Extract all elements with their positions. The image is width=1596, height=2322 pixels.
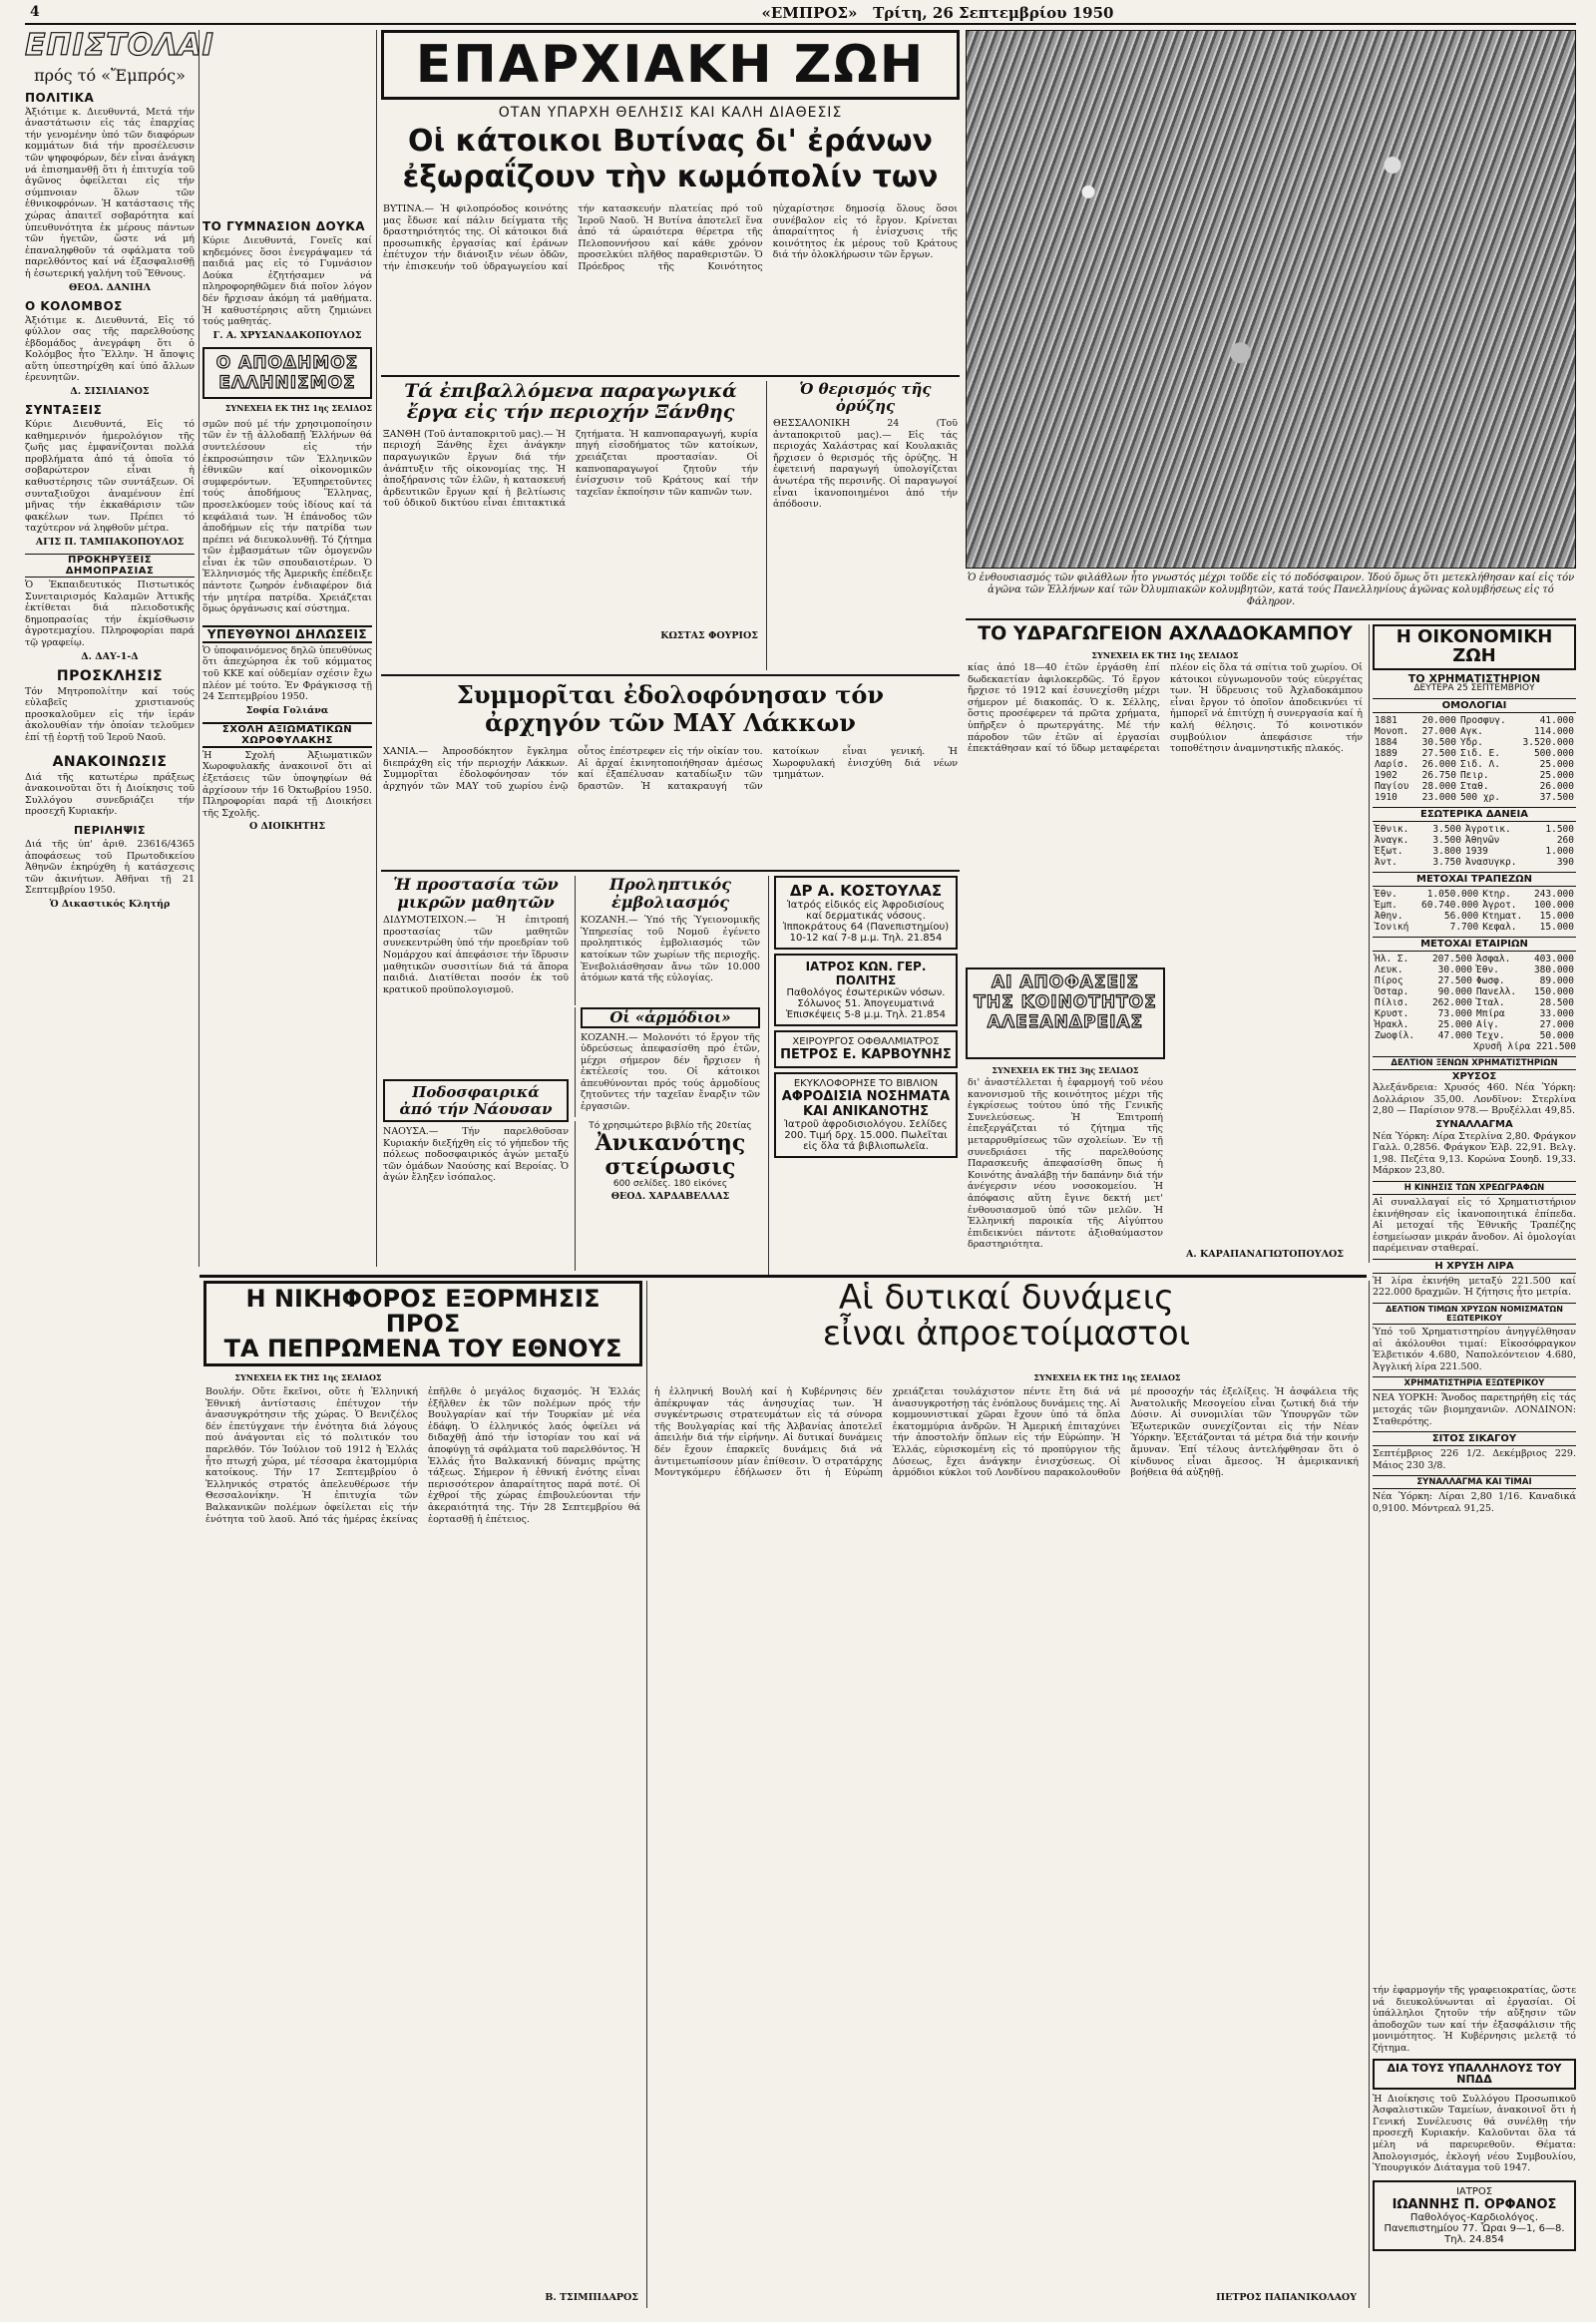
npdd-title: ΔΙΑ ΤΟΥΣ ΥΠΑΛΛΗΛΟΥΣ ΤΟΥ ΝΠΔΔ <box>1373 2059 1576 2090</box>
xena-text: Ἀλεξάνδρεια: Χρυσός 460. Νέα Ὑόρκη: Δολλάριον 35,00. Λονδῖνον: Στερλίνα 2,80 — Παρίσιον 978.— Βρυξέλλαι 49,85. <box>1373 1082 1576 1117</box>
gymnasion-title: ΤΟ ΓΥΜΝΑΣΙΟΝ ΔΟΥΚΑ <box>202 219 366 233</box>
esoterika-cell: 3.500 <box>1432 834 1461 846</box>
prosklisis-title: ΠΡΟΣΚΛΗΣΙΣ <box>56 667 164 684</box>
prokirixeis-signature: Δ. ΔΑΥ-1-Δ <box>81 650 139 662</box>
omologiai-cell: 41.000 <box>1539 714 1574 726</box>
xanthi-text: ΞΑΝΘΗ (Τοῦ ἀνταποκριτοῦ μας).— Ἡ περιοχή Ξάνθης ἔχει ἀνάγκην παραγωγικῶν ἔργων διά τήν ἀνάπτυξιν τῆς οἰκονομίας της. Ἡ ἀποξήρανσις τῶν ἑλῶν, ἡ κατασκευή ἀρδευτικῶν ἔργων καί ἡ βελτίωσις τοῦ ὁδικοῦ δικτύου εἶναι ἐπιτακτικά ζητήματα. Ἡ καπνοπαραγωγή, κυρία πηγή εἰσοδήματος τῶν κατοίκων, χρειάζεται προστασίαν. Οἱ καπνοπαραγωγοί ζητοῦν τήν ἐνίσχυσιν τοῦ Κράτους καί τήν ταχεῖαν ἐκποίησιν τῶν καπνῶν των. <box>383 428 758 510</box>
nikiforos-title-2: ΤΑ ΠΕΠΡΩΜΕΝΑ ΤΟΥ ΕΘΝΟΥΣ <box>223 1335 622 1363</box>
nikiforos-signature: Β. ΤΣΙΜΠΙΔΑΡΟΣ <box>545 2292 638 2303</box>
esoterika-cell: Ἀντ. <box>1375 856 1397 868</box>
mau-title-1: Συμμορῖται ἐδολοφόνησαν τόν <box>456 680 885 709</box>
armodioi-text: ΚΟΖΑΝΗ.— Μολονότι τό ἔργον τῆς ὑδρεύσεως ἀπεφασίσθη πρό ἐτῶν, μέχρι σήμερον δέν ἤρχισεν ἡ ἐκτέλεσίς του. Οἱ κάτοικοι ἀπευθύνονται πρός τούς ἁρμοδίους ζητοῦντες τήν ταχεῖαν ἔναρξιν τῶν ἐργασιῶν. <box>581 1031 760 1113</box>
etairion-cell: Αἰγ. <box>1476 1018 1499 1030</box>
apodimos-continued: ΣΥΝΕΧΕΙΑ ΕΚ ΤΗΣ 1ης ΣΕΛΙΔΟΣ <box>224 402 372 413</box>
emvoliasmos-text: ΚΟΖΑΝΗ.— Ὑπό τῆς Ὑγειονομικῆς Ὑπηρεσίας τοῦ Νομοῦ ἐγένετο προληπτικός ἐμβολιασμός τῶν κατοίκων τῶν χωρίων τῆς περιοχῆς. Ἐνεβολιάσθησαν ἄνω τῶν 10.000 ἀτόμων κατά τῆς εὐλογίας. <box>581 915 760 984</box>
omologiai-row <box>1373 748 1576 759</box>
orfanos-head: ΙΑΤΡΟΣ <box>1455 2185 1493 2197</box>
mau-rule <box>381 870 960 872</box>
etairion-cell: 73.000 <box>1437 1007 1472 1019</box>
omologiai-cell: 1884 <box>1375 736 1397 748</box>
omologiai-table <box>1373 715 1576 803</box>
esoterika-cell: Ἐξωτ. <box>1375 845 1403 857</box>
photo-caption: Ὁ ἐνθουσιασμός τῶν φιλάθλων ἦτο γνωστός μέχρι τοῦδε εἰς τό ποδόσφαιρον. Ἰδού ὅμως ὅτι μετεκλήθησαν καί εἰς τόν ἀγῶνα τῶν Ἑλλήνων καί τῶν Ὀλυμπιακῶν κολυμβητῶν, κατά τούς Πανελληνίους ἀγῶνας κολυμβήσεως εἰς τό Φάληρον. <box>967 573 1575 607</box>
scholi-signature: Ο ΔΙΟΙΚΗΤΗΣ <box>248 821 326 833</box>
etairion-cell: Λευκ. <box>1375 964 1403 975</box>
omologiai-cell: 500 χρ. <box>1459 791 1500 803</box>
gymnasion-text: Κύριε Διευθυντά, Γονεῖς καί κηδεμόνες ὅσοι ἐνεγράψαμεν τά παιδιά μας εἰς τό Γυμνάσιον Δούκα ἐζητήσαμεν νά πληροφορηθῶμεν διά ποῖον λόγον δέν ἤρχισαν ἀκόμη τά μαθήματα. Ἡ καθυστέρησις αὕτη ζημιώνει τούς μαθητάς. <box>202 235 372 328</box>
esoterika-cell: 3.750 <box>1432 856 1461 868</box>
omologiai-row <box>1373 770 1576 781</box>
omologiai-row <box>1373 792 1576 803</box>
doctor-ads <box>768 876 958 1275</box>
omologiai-cell: 30.500 <box>1421 736 1456 748</box>
chrim-text: ΝΕΑ ΥΟΡΚΗ: Ἄνοδος παρετηρήθη εἰς τάς μετοχάς τῶν βιομηχανιῶν. ΛΟΝΔΙΝΟΝ: Σταθερότης. <box>1373 1392 1576 1427</box>
koinotis-title-3: ΑΛΕΞΑΝΔΡΕΙΑΣ <box>987 1012 1144 1032</box>
omologiai-cell: 114.000 <box>1533 725 1574 737</box>
ypefthynos-title: ΥΠΕΥΘΥΝΟΙ ΔΗΛΩΣΕΙΣ <box>202 625 372 643</box>
apodimos-title-2: ΕΛΛΗΝΙΣΜΟΣ <box>218 372 356 393</box>
esoterika-cell: Ἐθνικ. <box>1375 823 1409 835</box>
emvoliasmos-title-2: ἐμβολιασμός <box>611 892 729 912</box>
vytina-headline-2: ἐξωραΐζουν τὴν κωμόπολίν των <box>402 160 939 194</box>
masthead <box>0 0 1596 24</box>
trapezon-cell: 60.740.000 <box>1421 899 1479 911</box>
eparchiaki-banner <box>381 30 960 100</box>
esoterika-row <box>1373 835 1576 846</box>
mau-text: ΧΑΝΙΑ.— Ἀπροσδόκητον ἔγκλημα διεπράχθη εἰς τήν περιοχήν Λάκκων. Συμμορῖται ἐδολοφόνησαν τόν ἀρχηγόν τῶν ΜΑΥ τοῦ χωρίου ἐνῷ οὗτος ἐπέστρεφεν εἰς τήν οἰκίαν του. Αἱ ἀρχαί ἐκινητοποιήθησαν ἀμέσως καί ἐξαπέλυσαν καταδίωξιν τῶν δραστῶν. Ἡ κατακραυγή τῶν κατοίκων εἶναι γενική. Ἡ Χωροφυλακή ἐνισχύθη διά νέων τμημάτων. <box>383 746 958 792</box>
etairion-cell: 90.000 <box>1437 985 1472 997</box>
deltion-heading: ΔΕΛΤΙΟΝ ΤΙΜΩΝ ΧΡΥΣΩΝ ΝΟΜΙΣΜΑΤΩΝ ΕΞΩΤΕΡΙΚΟΥ <box>1373 1303 1576 1325</box>
prokirixeis-text: Ὁ Ἐκπαιδευτικός Πιστωτικός Συνεταιρισμός Καλαμῶν Ἀττικῆς ἐκτίθεται διά πλειοδοτικῆς δημοπρασίας τήν ἐκμίσθωσιν ἀγροτεμαχίου. Πληροφορίαι παρά τῷ γραφείῳ. <box>25 580 195 648</box>
esoterika-cell: 1.000 <box>1545 845 1574 857</box>
xena-heading: ΔΕΛΤΙΟΝ ΞΕΝΩΝ ΧΡΗΜΑΤΙΣΤΗΡΙΩΝ <box>1373 1056 1576 1070</box>
trapezon-cell: Ἐμπ. <box>1375 899 1397 911</box>
ydragogeion-continued: ΣΥΝΕΧΕΙΑ ΕΚ ΤΗΣ 1ης ΣΕΛΙΔΟΣ <box>1091 650 1239 660</box>
apodimos-text: σμῶν πού μέ τήν χρησιμοποίησιν τῶν ἐν τῇ ἀλλοδαπῇ Ἑλλήνων θά συντελέσουν εἰς τήν ἐκπροσώπησιν τῶν Ἑλληνικῶν ἐθνικῶν καί οἰκονομικῶν συμφερόντων. Ἐξυπηρετοῦντες τούς ἀποδήμους Ἕλληνας, προσελκύομεν τούς ἰδίους καί τά κεφάλαιά των. Ἡ ἐπάνοδος τῶν ἀποδήμων εἰς τήν πατρίδα των πρέπει νά διευκολυνθῇ. Τό ζήτημα τῶν ἐμβασμάτων τῶν ὁμογενῶν εἶναι ἐκ τῶν σπουδαιοτέρων. Ὁ Ἑλληνισμός τῆς Ἀμερικῆς ἐπέδειξε πάντοτε ζωηρόν ἐνδιαφέρον διά τήν μητέρα πατρίδα. Χρειάζεται ὅμως ὀργάνωσις καί σύστημα. <box>202 418 372 615</box>
esoterika-table <box>1373 824 1576 868</box>
kinisis-text: Αἱ συναλλαγαί εἰς τό Χρηματιστήριον ἐκινήθησαν εἰς ἱκανοποιητικά ἐπίπεδα. Αἱ μετοχαί τῆς Ἐθνικῆς Τραπέζης ἐσημείωσαν μικράν ἄνοδον. Αἱ ὁμολογίαι παρέμειναν σταθεραί. <box>1373 1196 1576 1255</box>
page-number: 4 <box>30 4 40 20</box>
podosfairika-title-2: ἀπό τήν Νάουσαν <box>399 1099 553 1118</box>
esoterika-cell: 3.800 <box>1432 845 1461 857</box>
etairion-cell: 50.000 <box>1539 1029 1574 1041</box>
omologiai-cell: Σταθ. <box>1459 780 1489 792</box>
anakoinoseis-title: ΑΝΑΚΟΙΝΩΣΙΣ <box>52 753 168 770</box>
etairion-cell: 27.000 <box>1539 1018 1574 1030</box>
etairion-row <box>1373 975 1576 986</box>
etairion-cell: Πανελλ. <box>1476 985 1517 997</box>
omologiai-row <box>1373 726 1576 737</box>
omologiai-cell: 27.500 <box>1421 747 1456 759</box>
book-ad-head: ΕΚΥΚΛΟΦΟΡΗΣΕ ΤΟ ΒΙΒΛΙΟΝ <box>793 1078 939 1089</box>
kinisis-heading: Η ΚΙΝΗΣΙΣ ΤΩΝ ΧΡΕΩΓΡΑΦΩΝ <box>1373 1181 1576 1195</box>
esoterika-cell: 1939 <box>1464 845 1488 857</box>
omologiai-cell: Υδρ. <box>1459 736 1483 748</box>
omologiai-cell: Προσφυγ. <box>1459 714 1506 726</box>
trapezon-row <box>1373 889 1576 900</box>
scholi-title: ΣΧΟΛΗ ΑΞΙΩΜΑΤΙΚΩΝ ΧΩΡΟΦΥΛΑΚΗΣ <box>202 722 372 748</box>
anikanotis-ad-line2: Ἀνικανότης <box>595 1130 746 1156</box>
orfanos-name: ΙΩΑΝΝΗΣ Π. ΟΡΦΑΝΟΣ <box>1392 2196 1557 2212</box>
trapezon-row <box>1373 922 1576 933</box>
etairion-cell: 150.000 <box>1533 985 1574 997</box>
omologiai-row <box>1373 737 1576 748</box>
esoterika-cell: 3.500 <box>1432 823 1461 835</box>
etairion-row <box>1373 997 1576 1008</box>
kolombos-signature: Δ. ΣΙΣΙΛΙΑΝΟΣ <box>70 386 150 398</box>
npdd-text: Ἡ Διοίκησις τοῦ Συλλόγου Προσωπικοῦ Ἀσφαλιστικῶν Ταμείων, ἀνακοινοῖ ὅτι ἡ Γενική Συνέλευσις θά συνέλθῃ τήν προσεχῆ Κυριακήν. Καλοῦνται ὅλα τά μέλη νά παρευρεθοῦν. Θέματα: Ἀπολογισμός, ἐκλογή νέου Συμβουλίου, Ὑπουργικόν Διάταγμα τοῦ 1947. <box>1373 2093 1576 2174</box>
omologiai-cell: 1902 <box>1375 769 1397 781</box>
esoterika-row <box>1373 846 1576 857</box>
anikanotis-ad-line3: στείρωσις <box>604 1154 736 1181</box>
esoterika-cell: Ἀθηνῶν <box>1464 834 1500 846</box>
etairion-cell: 89.000 <box>1539 974 1574 986</box>
masthead-rule <box>25 23 1576 25</box>
etairion-heading: ΜΕΤΟΧΑΙ ΕΤΑΙΡΙΩΝ <box>1373 937 1576 952</box>
etairion-row <box>1373 1019 1576 1030</box>
col-divider-1 <box>199 30 200 1267</box>
armodioi-title: Οἱ «ἁρμόδιοι» <box>581 1007 760 1028</box>
dynameis-title-2: εἶναι ἀπροετοίμαστοι <box>822 1313 1191 1354</box>
xanthi-title-2: ἔργα εἰς τήν περιοχήν Ξάνθης <box>406 400 735 423</box>
syntaxeis-title: ΣΥΝΤΑΞΕΙΣ <box>25 403 103 418</box>
omologiai-row <box>1373 715 1576 726</box>
doctor3-sub: ΧΕΙΡΟΥΡΓΟΣ ΟΦΘΑΛΜΙΑΤΡΟΣ <box>792 1036 940 1047</box>
etairion-cell: 380.000 <box>1533 964 1574 975</box>
esoterika-cell: Ἀνασυγκρ. <box>1464 856 1517 868</box>
anikanotis-ad-signature: ΘΕΟΔ. ΧΑΡΔΑΒΕΛΛΑΣ <box>610 1191 730 1203</box>
syntaxeis-signature: ΑΓΙΣ Π. ΤΑΜΠΑΚΟΠΟΥΛΟΣ <box>35 537 185 548</box>
koinotis-title-1: ΑΙ ΑΠΟΦΑΣΕΙΣ <box>991 972 1139 992</box>
finance-sub1: ΤΟ ΧΡΗΜΑΤΙΣΤΗΡΙΟΝ <box>1407 671 1541 685</box>
doctor2-name: ΙΑΤΡΟΣ ΚΩΝ. ΓΕΡ. ΠΟΛΙΤΗΣ <box>805 960 927 987</box>
col-divider-2 <box>376 30 377 1267</box>
omologiai-cell: Μονοπ. <box>1375 725 1409 737</box>
deltion-text: Ὑπό τοῦ Χρηματιστηρίου ἀνηγγέλθησαν αἱ ἀκόλουθοι τιμαί: Εἰκοσόφραγκον Ἑλβετικόν 4.680, Ναπολεόντειον 4.680, Ἀγγλική λίρα 221.500. <box>1373 1327 1576 1372</box>
synallagma-heading: ΣΥΝΑΛΛΑΓΜΑ <box>1435 1119 1513 1131</box>
etairion-cell: Κρυστ. <box>1375 1007 1409 1019</box>
omologiai-cell: 1881 <box>1375 714 1397 726</box>
etairion-cell: 47.000 <box>1437 1029 1472 1041</box>
etairion-cell: 30.000 <box>1437 964 1472 975</box>
paper-name: «ΕΜΠΡΟΣ» <box>761 4 858 22</box>
etairion-cell: Ἡρακλ. <box>1375 1018 1409 1030</box>
letters-section-title: ΕΠΙΣΤΟΛΑΙ <box>25 28 214 63</box>
issue-date: Τρίτη, 26 Σεπτεμβρίου 1950 <box>873 4 1114 22</box>
etairion-cell: 27.500 <box>1437 974 1472 986</box>
anikanotis-ad-line4: 600 σελίδες. 180 εἰκόνες <box>612 1179 728 1190</box>
trapezon-cell: Ἀθην. <box>1375 910 1403 922</box>
mathites-article <box>383 876 569 1075</box>
podosfairika-article <box>383 1079 569 1269</box>
ydragogeion-text: κίας ἀπό 18—40 ἐτῶν ἐργάσθη ἐπί δωδεκαετίαν ἀφιλοκερδῶς. Τό ἔργον ἤρχισε τό 1912 καί ἐσυνεχίσθη μέχρι σήμερον μέ διακοπάς. Ὁ κ. Σέλλης, ὅστις προσέφερεν τά πρῶτα χρήματα, ὑπῆρξεν ὁ πρωτεργάτης. Μέ τήν πάροδον τῶν ἐτῶν αἱ ἐργασίαι ἐπεκτάθησαν καί τό ὕδωρ μεταφέρεται πλέον εἰς ὅλα τά σπίτια τοῦ χωρίου. Οἱ κάτοικοι εὐγνωμονοῦν τούς εὐεργέτας των. Ἡ ὕδρευσις τοῦ Ἀχλαδοκάμπου εἶναι ἔργον τό ὁποῖον ἀποδεικνύει τί ἠμπορεῖ νά ἐπιτύχῃ ἡ συνεργασία καί ἡ καλή θέλησις. Τό κοινοτικόν συμβούλιον ἀπεφάσισε τήν τοποθέτησιν ἀναμνηστικῆς πλακός. <box>968 662 1363 755</box>
omologiai-cell: 20.000 <box>1421 714 1456 726</box>
perilipsis-signature: Ὁ Δικαστικός Κλητήρ <box>49 898 171 910</box>
etairion-row <box>1373 1008 1576 1019</box>
lira-heading: Η ΧΡΥΣΗ ΛΙΡΑ <box>1373 1259 1576 1274</box>
bottom-band-rule <box>200 1275 1367 1278</box>
xanthi-article <box>383 381 758 670</box>
etairion-cell: Πίρος <box>1375 974 1403 986</box>
dynameis-signature: ΠΕΤΡΟΣ ΠΑΠΑΝΙΚΟΛΑΟΥ <box>1216 2292 1357 2303</box>
trapezon-row <box>1373 900 1576 911</box>
trapezon-cell: Κτηρ. <box>1482 888 1511 900</box>
synallagma2-heading: ΣΥΝΑΛΛΑΓΜΑ ΚΑΙ ΤΙΜΑΙ <box>1373 1475 1576 1489</box>
chrysos-heading: ΧΡΥΣΟΣ <box>1451 1070 1497 1082</box>
etairion-cell: 28.500 <box>1539 996 1574 1008</box>
sitos-heading: ΣΙΤΟΣ ΣΙΚΑΓΟΥ <box>1373 1431 1576 1446</box>
etairion-cell: Ἠλ. Σ. <box>1375 953 1409 965</box>
omologiai-cell: 23.000 <box>1421 791 1456 803</box>
emvoliasmos-article <box>575 876 760 1005</box>
therismos-text: ΘΕΣΣΑΛΟΝΙΚΗ 24 (Τοῦ ἀνταποκριτοῦ μας).— Εἰς τάς περιοχάς Χαλάστρας καί Κουλακιᾶς ἤρχισεν ὁ θερισμός τῆς ὀρύζης. Ἡ ἐφετεινή παραγωγή ὑπολογίζεται ἀνωτέρα τῆς περσινῆς. Οἱ παραγωγοί εἶναι ἱκανοποιημένοι ἀπό τήν ἀπόδοσιν. <box>773 418 958 511</box>
omologiai-cell: Πειρ. <box>1459 769 1489 781</box>
trapezon-cell: Ἰονική <box>1375 921 1409 933</box>
emvoliasmos-title-1: Προληπτικός <box>609 875 731 894</box>
vytina-kicker: ΟΤΑΝ ΥΠΑΡΧΗ ΘΕΛΗΣΙΣ ΚΑΙ ΚΑΛΗ ΔΙΑΘΕΣΙΣ <box>498 105 843 121</box>
koinotis-title-2: ΤΗΣ ΚΟΙΝΟΤΗΤΟΣ <box>974 992 1157 1012</box>
trapezon-cell: 15.000 <box>1539 910 1574 922</box>
omologiai-cell: 500.000 <box>1533 747 1574 759</box>
trapezon-cell: 7.700 <box>1449 921 1479 933</box>
synallagma2-text: Νέα Ὑόρκη: Λίραι 2,80 1/16. Καναδικά 0,9100. Μόντρεαλ 91,25. <box>1373 1491 1576 1515</box>
omologiai-cell: 26.750 <box>1421 769 1456 781</box>
doctor1-name: ΔΡ Α. ΚΟΣΤΟΥΛΑΣ <box>789 882 943 900</box>
etairion-cell: Ἀσφαλ. <box>1476 953 1511 965</box>
omologiai-row <box>1373 781 1576 792</box>
koinotis-text-continued <box>1171 968 1363 1243</box>
apodimos-title-1: Ο ΑΠΟΔΗΜΟΣ <box>215 352 359 373</box>
swimming-crowd-photo <box>966 30 1576 569</box>
doctor2-ad <box>774 954 958 1026</box>
omologiai-cell: 25.000 <box>1539 769 1574 781</box>
esoterika-cell: 390 <box>1556 856 1574 868</box>
etairion-cell: 25.000 <box>1437 1018 1472 1030</box>
armodioi-article <box>575 1007 760 1117</box>
esoterika-cell: 260 <box>1556 834 1574 846</box>
omologiai-heading: ΟΜΟΛΟΓΙΑΙ <box>1373 698 1576 713</box>
col-divider-bottom-1 <box>646 1281 647 2308</box>
ypefthynos-text: Ὁ ὑποφαινόμενος δηλῶ ὑπευθύνως ὅτι ἀπεχώρησα ἐκ τοῦ κόμματος τοῦ ΚΚΕ καί οὐδεμίαν σχέσιν ἔχω πλέον μέ τούτο. Ἐν Φράγκισσᾳ τῇ 24 Σεπτεμβρίου 1950. <box>202 644 372 703</box>
mathites-title-2: μικρῶν μαθητῶν <box>397 892 555 912</box>
esoterika-cell: Ἀγροτικ. <box>1464 823 1511 835</box>
omologiai-cell: 27.000 <box>1421 725 1456 737</box>
etairion-cell: Πίλισ. <box>1375 996 1409 1008</box>
nikiforos-text: Βουλήν. Οὔτε ἔκεῖνοι, οὔτε ἡ Ἑλληνική Ἐθνική ἀντίστασις ἐπέτυχον τήν ἀνασυγκρότησιν τῆς χώρας. Ὁ Βενιζέλος δέν ἐπετύγχανε τήν ἑνότητα διά λόγους πού ἀνάγονται εἰς τό πολιτικόν του παρελθόν. Τόν Ἰούλιον τοῦ 1912 ἡ Ἑλλάς ἦτο πτωχή χώρα, μέ τέσσαρα ἑκατομμύρια κατοίκους. Τήν 17 Σεπτεμβρίου ὁ Ἑλληνικός στρατός ἀπελευθέρωσε τήν Θεσσαλονίκην. Ἡ ἐπιτυχία τῶν Βαλκανικῶν πολέμων ὀφείλεται εἰς τήν ἑνότητα τοῦ λαοῦ. Ἀπό τάς ἡμέρας ἐκείνας ἐπῆλθε ὁ μεγάλος διχασμός. Ἡ Ἑλλάς ἐξῆλθεν ἐκ τῶν πολέμων πρός τήν Βουλγαρίαν καί τήν Τουρκίαν μέ νέα ἐδάφη. Ὁ ἑλληνικός λαός ὀφείλει νά διδαχθῇ ἀπό τήν ἱστορίαν του καί νά ἀποφύγῃ τά σφάλματα τοῦ παρελθόντος. Ἡ Ἑλλάς ἦτο Βαλκανική δύναμις πρώτης τάξεως. Σήμερον ἡ ἐθνική ἑνότης εἶναι περισσότερον ἀπαραίτητος παρά ποτέ. Οἱ ἐχθροί τῆς χώρας ἐπιβουλεύονται τήν ἀκεραιότητά της. Τήν 28 Σεπτεμβρίου θά ἑορτασθῇ ἡ ἐπέτειος. <box>205 1386 640 1525</box>
npdd-lead-text: τήν ἐφαρμογήν τῆς γραφειοκρατίας, ὥστε νά διευκολύνωνται αἱ ἐργασίαι. Οἱ ὑπάλληλοι ζητοῦν τήν αὔξησιν τῶν ἀποδοχῶν των καί τήν ἐξασφάλισιν τῆς μονιμότητος. Ἡ Κυβέρνησις μελετᾷ τό ζήτημα. <box>1373 1985 1576 2054</box>
doctor1-text: Ἰατρός εἰδικός εἰς Ἀφροδισίους καί δερματικάς νόσους. Ἰπποκράτους 64 (Πανεπιστημίου) 10-12 καί 7-8 μ.μ. Τηλ. 21.854 <box>782 900 950 944</box>
dynameis-text: ἡ ἑλληνική Βουλή καί ἡ Κυβέρνησις δέν ἀπέκρυψαν τάς ἀνησυχίας των. Ἡ συγκέντρωσις στρατευμάτων εἰς τά σύνορα τῆς Βουλγαρίας καί τῆς Ἀλβανίας ἀποτελεῖ ἀπειλήν διά τήν εἰρήνην. Αἱ δυτικαί δυνάμεις δέν ἔχουν ἐπαρκεῖς δυνάμεις διά νά ἀντιμετωπίσουν μίαν ἐπίθεσιν. Ὁ στρατάρχης Μοντγκόμερυ ἐδήλωσεν ὅτι ἡ Εὐρώπη χρειάζεται τουλάχιστον πέντε ἔτη διά νά ἀνασυγκροτήσῃ τάς ἐνόπλους δυνάμεις της. Αἱ κομμουνιστικαί χῶραι ἔχουν ὑπό τά ὅπλα ἑκατομμύρια ἀνδρῶν. Ἡ Ἀμερική ἐπιταχύνει τήν ἀποστολήν ὅπλων εἰς τήν Εὐρώπην. Ἡ Ἑλλάς, εὑρισκομένη εἰς τό προπύργιον τῆς Δύσεως, ἔχει ἀνάγκην ἐνισχύσεως. Οἱ ἁρμόδιοι κύκλοι τοῦ Λονδίνου παρακολουθοῦν μέ προσοχήν τάς ἐξελίξεις. Ἡ ἀσφάλεια τῆς Ἀνατολικῆς Μεσογείου εἶναι ζωτική διά τήν Δύσιν. Αἱ συνομιλίαι τῶν Ὑπουργῶν τῶν Ἐξωτερικῶν συνεχίζονται εἰς τήν Νέαν Ὑόρκην. Ἐξετάζονται τά μέτρα διά τήν κοινήν ἄμυναν. Ἐπί τέλους ἀντελήφθησαν ὅτι ὁ κίνδυνος εἶναι ἄμεσος. Ἡ ἀμερικανική βοήθεια θά αὐξηθῇ. <box>654 1386 1359 1479</box>
omologiai-cell: Λαρίσ. <box>1375 758 1409 770</box>
trapezon-cell: 56.000 <box>1443 910 1479 922</box>
etairion-row <box>1373 1030 1576 1041</box>
politika-text: Ἀξιότιμε κ. Διευθυντά, Μετά τήν ἀναστάτωσιν εἰς τάς ἐπαρχίας τήν γενομένην ὑπό τῶν διαφόρων κομμάτων διά τήν προσέλευσιν τῶν ψηφοφόρων, δέν εἶναι ἀνάγκη νά ἐπισημανθῇ ὅτι ἡ ἐπιτυχία τοῦ ἀγῶνος ὀφείλεται εἰς τήν σύμπνοιαν ὅλων τῶν ἐθνικοφρόνων. Ἡ κατάστασις τῆς χώρας ἀπαιτεῖ σοβαρότητα καί ὑπευθυνότητα ἐκ μέρους πάντων τῶν ἡγετῶν, ὥστε νά μή ἐπαναληφθοῦν τά σφάλματα τοῦ παρελθόντος καί νά ἐξασφαλισθῇ ἡ ἐσωτερική γαλήνη τοῦ Ἔθνους. <box>25 106 195 279</box>
xanthi-rule <box>381 674 960 676</box>
book-ad <box>774 1072 958 1158</box>
ydragogeion-title: ΤΟ ΥΔΡΑΓΩΓΕΙΟΝ ΑΧΛΑΔΟΚΑΜΠΟΥ <box>978 622 1353 644</box>
anakoinoseis-text: Διά τῆς κατωτέρω πράξεως ἀνακοινοῦται ὅτι ἡ Διοίκησις τοῦ Συλλόγου συνεδριάζει τήν προσεχῆ Κυριακήν. <box>25 771 195 818</box>
nikiforos-header <box>203 1281 642 1366</box>
gold-sovereign: Χρυσῆ λίρα 221.500 <box>1473 1040 1576 1052</box>
podosfairika-text: ΝΑΟΥΣΑ.— Τήν παρελθοῦσαν Κυριακήν διεξήχθη εἰς τό γήπεδον τῆς πόλεως ποδοσφαιρικός ἀγών μεταξύ τῶν ὁμάδων Ναούσης καί Βεροίας. Ὁ ἀγών ἔληξεν ἰσόπαλος. <box>383 1126 569 1184</box>
therismos-title: Ὁ θερισμός τῆς ὀρύζης <box>799 380 932 415</box>
scholi-text: Ἡ Σχολή Ἀξιωματικῶν Χωροφυλακῆς ἀνακοινοῖ ὅτι αἱ ἐξετάσεις τῶν ὑποψηφίων θά ἀρχίσουν τήν 16 Ὀκτωβρίου 1950. Πληροφορίαι παρά τῇ Διοικήσει τῆς Σχολῆς. <box>202 749 372 819</box>
omologiai-cell: Σιδ. Ε. <box>1459 747 1500 759</box>
prosklisis-text: Τόν Μητροπολίτην καί τούς εὐλαβεῖς χριστιανούς προσκαλοῦμεν εἰς τήν ἱεράν ἀκολουθίαν τήν ὁποίαν τελοῦμεν ἐπί τῇ ἑορτῇ τοῦ Ἱεροῦ Ναοῦ. <box>25 685 195 743</box>
orfanos-text: Παθολόγος-Καρδιολόγος. Πανεπιστημίου 77. Ὧραι 9—1, 6—8. Τηλ. 24.854 <box>1384 2211 1565 2245</box>
mathites-text: ΔΙΔΥΜΟΤΕΙΧΟΝ.— Ἡ ἐπιτροπή προστασίας τῶν μαθητῶν συνεκεντρώθη ὑπό τήν προεδρίαν τοῦ Νομάρχου καί ἀπεφάσισε τήν ἵδρυσιν μαθητικῶν συσσιτίων διά τά ἄπορα παιδιά. Διατίθεται ποσόν ἐκ τοῦ κρατικοῦ προϋπολογισμοῦ. <box>383 915 569 995</box>
etairion-cell: Ζωοφίλ. <box>1375 1029 1415 1041</box>
dynameis-title-1: Αἱ δυτικαί δυνάμεις <box>838 1278 1175 1318</box>
omologiai-cell: Παγίου <box>1375 780 1409 792</box>
kolombos-title: Ο ΚΟΛΟΜΒΟΣ <box>25 298 123 313</box>
omologiai-cell: 1910 <box>1375 791 1397 803</box>
trapezon-cell: 243.000 <box>1533 888 1574 900</box>
etairion-cell: Ἐθν. <box>1476 964 1499 975</box>
omologiai-cell: Σιδ. Λ. <box>1459 758 1500 770</box>
therismos-article <box>766 381 958 670</box>
omologiai-cell: 37.500 <box>1539 791 1574 803</box>
mau-title-2: ἀρχηγόν τῶν ΜΑΥ Λάκκων <box>485 708 856 737</box>
esoterika-heading: ΕΣΩΤΕΡΙΚΑ ΔΑΝΕΙΑ <box>1373 807 1576 822</box>
eparchiaki-title: ΕΠΑΡΧΙΑΚΗ ΖΩΗ <box>415 35 926 95</box>
nikiforos-title-1: Η ΝΙΚΗΦΟΡΟΣ ΕΞΟΡΜΗΣΙΣ ΠΡΟΣ <box>245 1285 600 1339</box>
trapezon-heading: ΜΕΤΟΧΑΙ ΤΡΑΠΕΖΩΝ <box>1373 872 1576 887</box>
ydragogeion-signature: Α. ΚΑΡΑΠΑΝΑΓΙΩΤΟΠΟΥΛΟΣ <box>1186 1249 1344 1260</box>
podosfairika-title-1: Ποδοσφαιρικά <box>412 1083 540 1101</box>
trapezon-row <box>1373 911 1576 922</box>
prokirixeis-title: ΠΡΟΚΗΡΥΞΕΙΣ ΔΗΜΟΠΡΑΣΙΑΣ <box>25 554 195 578</box>
trapezon-cell: Ἐθν. <box>1375 888 1397 900</box>
etairion-cell: Μπίρα <box>1476 1007 1505 1019</box>
apodimos-header <box>202 347 372 399</box>
xanthi-title-1: Τά ἐπιβαλλόμενα παραγωγικά <box>404 380 737 402</box>
trapezon-cell: 1.050.000 <box>1426 888 1479 900</box>
anikanotis-ad <box>575 1121 760 1271</box>
esoterika-row <box>1373 824 1576 835</box>
perilipsis-title: ΠΕΡΙΛΗΨΙΣ <box>73 823 147 837</box>
syntaxeis-text: Κύριε Διευθυντά, Εἰς τό καθημερινόν ἡμερολόγιον τῆς ζωῆς μας ἐμφανίζονται πολλά προβλήματα ἀπό τά ὁποῖα τό σοβαρώτερον εἶναι ἡ καθυστέρησις τῶν συντάξεων. Οἱ συνταξιοῦχοι ἀναμένουν ἐπί μῆνας τήν ἐκκαθάρισιν τῶν φακέλων των. Πρέπει τό ταχύτερον νά ληφθοῦν μέτρα. <box>25 419 195 535</box>
koinotis-text: δι' ἀναστέλλεται ἡ ἐφαρμογή τοῦ νέου κανονισμοῦ τῆς κοινότητος μέχρι τῆς ἐγκρίσεως τούτου ὑπό τῆς Γενικῆς Συνελεύσεως. Ἡ Ἐπιτροπή ἐπεξεργάζεται τό ζήτημα τῆς μεταρρυθμίσεως τῶν σχολείων. Ἐν τῇ συνεδριάσει τῆς παρελθούσης Παρασκευῆς ἀπεφασίσθη ὅπως ἡ Κοινότης ἀναλάβῃ τήν δαπάνην διά τήν ἀνέγερσιν νέου νοσοκομείου. Ἡ ἀπόφασις αὕτη ἔγινε δεκτή μετ' ἐνθουσιασμοῦ ὑπό τῶν μελῶν. Ἡ Ἑλληνική παροικία τῆς Αἰγύπτου ἐπιδεικνύει πάντοτε ἀξιοθαύμαστον δραστηριότητα. <box>968 1077 1163 1251</box>
trapezon-cell: Ἀγροτ. <box>1482 899 1517 911</box>
doctor3-ad <box>774 1030 958 1068</box>
column-two <box>202 100 372 1267</box>
doctor3-name: ΠΕΤΡΟΣ Ε. ΚΑΡΒΟΥΝΗΣ <box>780 1047 952 1062</box>
book-ad-title: ΑΦΡΟΔΙΣΙΑ ΝΟΣΗΜΑΤΑ ΚΑΙ ΑΝΙΚΑΝΟΤΗΣ <box>781 1089 951 1119</box>
etairion-cell: Τεχν. <box>1476 1029 1505 1041</box>
dynameis-continued: ΣΥΝΕΧΕΙΑ ΕΚ ΤΗΣ 1ης ΣΕΛΙΔΟΣ <box>1033 1372 1181 1382</box>
vytina-text: ΒΥΤΙΝΑ.— Ἡ φιλοπρόοδος κοινότης μας ἔδωσε καί πάλιν δείγματα τῆς δραστηριότητός της. Οἱ κάτοικοι διά προσωπικῆς ἐργασίας καί ἐράνων ἐπέτυχον τήν διάνοιξιν νέων ὁδῶν, τήν ἐπισκευήν τοῦ ὑδραγωγείου καί τήν κατασκευήν πλατείας πρό τοῦ Ἱεροῦ Ναοῦ. Ἡ Βυτίνα ἀποτελεῖ ἕνα ἀπό τά ὡραιότερα θέρετρα τῆς Πελοποννήσου καί κάθε χρόνον προσελκύει πλῆθος παραθεριστῶν. Ὁ Πρόεδρος τῆς Κοινότητος ηὐχαρίστησε δημοσίᾳ ὅλους ὅσοι συνέβαλον εἰς τό ἔργον. Κρίνεται ἀπαραίτητος ἡ ἐνίσχυσις τῆς κοινότητος ἐκ μέρους τοῦ Κράτους διά τήν ὁλοκλήρωσιν τῶν ἔργων. <box>383 203 958 272</box>
xanthi-signature: ΚΩΣΤΑΣ ΦΟΥΡΙΟΣ <box>660 629 758 641</box>
trapezon-cell: 15.000 <box>1539 921 1574 933</box>
etairion-row <box>1373 965 1576 975</box>
politika-title: ΠΟΛΙΤΙΚΑ <box>25 90 95 105</box>
etairion-cell: 403.000 <box>1533 953 1574 965</box>
esoterika-cell: Ἀναγκ. <box>1375 834 1409 846</box>
photo-rule <box>966 618 1576 620</box>
omologiai-row <box>1373 759 1576 770</box>
vytina-rule <box>381 375 960 377</box>
trapezon-table <box>1373 889 1576 933</box>
letters-column <box>25 28 214 2307</box>
mathites-title-1: Ἡ προστασία τῶν <box>393 875 559 894</box>
anikanotis-ad-line1: Τό χρησιμώτερο βιβλίο τῆς 20ετίας <box>589 1121 752 1131</box>
dynameis-header <box>652 1278 1361 1366</box>
perilipsis-text: Διά τῆς ὑπ' ἀριθ. 23616/4365 ἀποφάσεως τοῦ Πρωτοδικείου Ἀθηνῶν ἐκηρύχθη ἡ κατάσχεσις τῶν ἀκινήτων. Ἀθῆναι τῇ 21 Σεπτεμβρίου 1950. <box>25 838 195 897</box>
vytina-headline-1: Οἱ κάτοικοι Βυτίνας δι' ἐράνων <box>408 124 933 159</box>
etairion-cell: 33.000 <box>1539 1007 1574 1019</box>
omologiai-cell: 26.000 <box>1421 758 1456 770</box>
nikiforos-continued: ΣΥΝΕΧΕΙΑ ΕΚ ΤΗΣ 1ης ΣΕΛΙΔΟΣ <box>234 1372 382 1382</box>
omologiai-cell: 26.000 <box>1539 780 1574 792</box>
trapezon-cell: Κεφαλ. <box>1482 921 1517 933</box>
omologiai-cell: 1889 <box>1375 747 1397 759</box>
omologiai-cell: 3.520.000 <box>1522 736 1574 748</box>
etairion-cell: Φωσφ. <box>1476 974 1505 986</box>
etairion-row <box>1373 954 1576 965</box>
col-divider-bottom-2 <box>1369 1281 1370 2308</box>
esoterika-row <box>1373 857 1576 868</box>
etairion-table <box>1373 954 1576 1041</box>
sitos-text: Σεπτέμβριος 226 1/2. Δεκέμβριος 229. Μάιος 230 3/8. <box>1373 1448 1576 1471</box>
finance-sub2: ΔΕΥΤΕΡΑ 25 ΣΕΠΤΕΜΒΡΙΟΥ <box>1413 683 1535 694</box>
finance-title: Η ΟΙΚΟΝΟΜΙΚΗ ΖΩΗ <box>1373 624 1576 670</box>
etairion-cell: Ἰταλ. <box>1476 996 1505 1008</box>
ypefthynos-signature: Σοφία Γολιάνα <box>245 704 329 716</box>
lira-text: Ἡ λίρα ἐκινήθη μεταξύ 221.500 καί 222.000 δραχμῶν. Ἡ ζήτησις ἦτο μετρία. <box>1373 1275 1576 1299</box>
npdd-column <box>1373 1985 1576 2304</box>
etairion-cell: Ὁσταρ. <box>1375 985 1409 997</box>
gymnasion-signature: Γ. Α. ΧΡΥΣΑΝΔΑΚΟΠΟΥΛΟΣ <box>212 329 362 341</box>
omologiai-cell: 28.000 <box>1421 780 1456 792</box>
book-ad-text: Ἰατροῦ ἀφροδισιολόγου. Σελίδες 200. Τιμή δρχ. 15.000. Πωλεῖται εἰς ὅλα τά βιβλιοπωλεῖα. <box>784 1119 948 1152</box>
doctor2-text: Παθολόγος ἐσωτερικῶν νόσων. Σόλωνος 51. Ἀπογευματινά Ἐπισκέψεις 5-8 μ.μ. Τηλ. 21.854 <box>785 987 947 1020</box>
etairion-row <box>1373 986 1576 997</box>
omologiai-cell: Αγκ. <box>1459 725 1483 737</box>
podosfairika-header <box>383 1079 569 1122</box>
etairion-cell: 262.000 <box>1431 996 1472 1008</box>
kolombos-text: Ἀξιότιμε κ. Διευθυντά, Εἰς τό φύλλον σας τῆς παρελθούσης ἑβδομάδος ἀνεγράφη ὅτι ὁ Κολόμβος ἦτο Ἕλλην. Ἡ ἄποψις αὕτη ὑπεστηρίχθη καί ὑπό ἄλλων ἐρευνητῶν. <box>25 314 195 384</box>
masthead-paper <box>678 4 1197 22</box>
chrim-heading: ΧΡΗΜΑΤΙΣΤΗΡΙΑ ΕΞΩΤΕΡΙΚΟΥ <box>1373 1376 1576 1390</box>
etairion-cell: 207.500 <box>1431 953 1472 965</box>
esoterika-cell: 1.500 <box>1545 823 1574 835</box>
politika-signature: ΘΕΟΔ. ΔΑΝΙΗΛ <box>69 281 151 293</box>
col-divider-finance <box>1369 624 1370 1263</box>
trapezon-cell: 100.000 <box>1533 899 1574 911</box>
doctor1-ad <box>774 876 958 950</box>
orfanos-ad <box>1373 2180 1576 2251</box>
koinotis-header <box>966 968 1165 1059</box>
omologiai-cell: 25.000 <box>1539 758 1574 770</box>
letters-subtitle: πρός τό «Ἔμπρός» <box>34 66 186 85</box>
trapezon-cell: Κτηματ. <box>1482 910 1523 922</box>
koinotis-continued: ΣΥΝΕΧΕΙΑ ΕΚ ΤΗΣ 3ης ΣΕΛΙΔΟΣ <box>992 1065 1139 1075</box>
synallagma-text: Νέα Ὑόρκη: Λίρα Στερλίνα 2,80. Φράγκον Γαλλ. 0,2856. Φράγκον Ἑλβ. 22,91. Βελγ. 1,98. Πεζέτα 9,13. Κορώνα Σουηδ. 19,33. Μάρκον 23,80. <box>1373 1130 1576 1177</box>
